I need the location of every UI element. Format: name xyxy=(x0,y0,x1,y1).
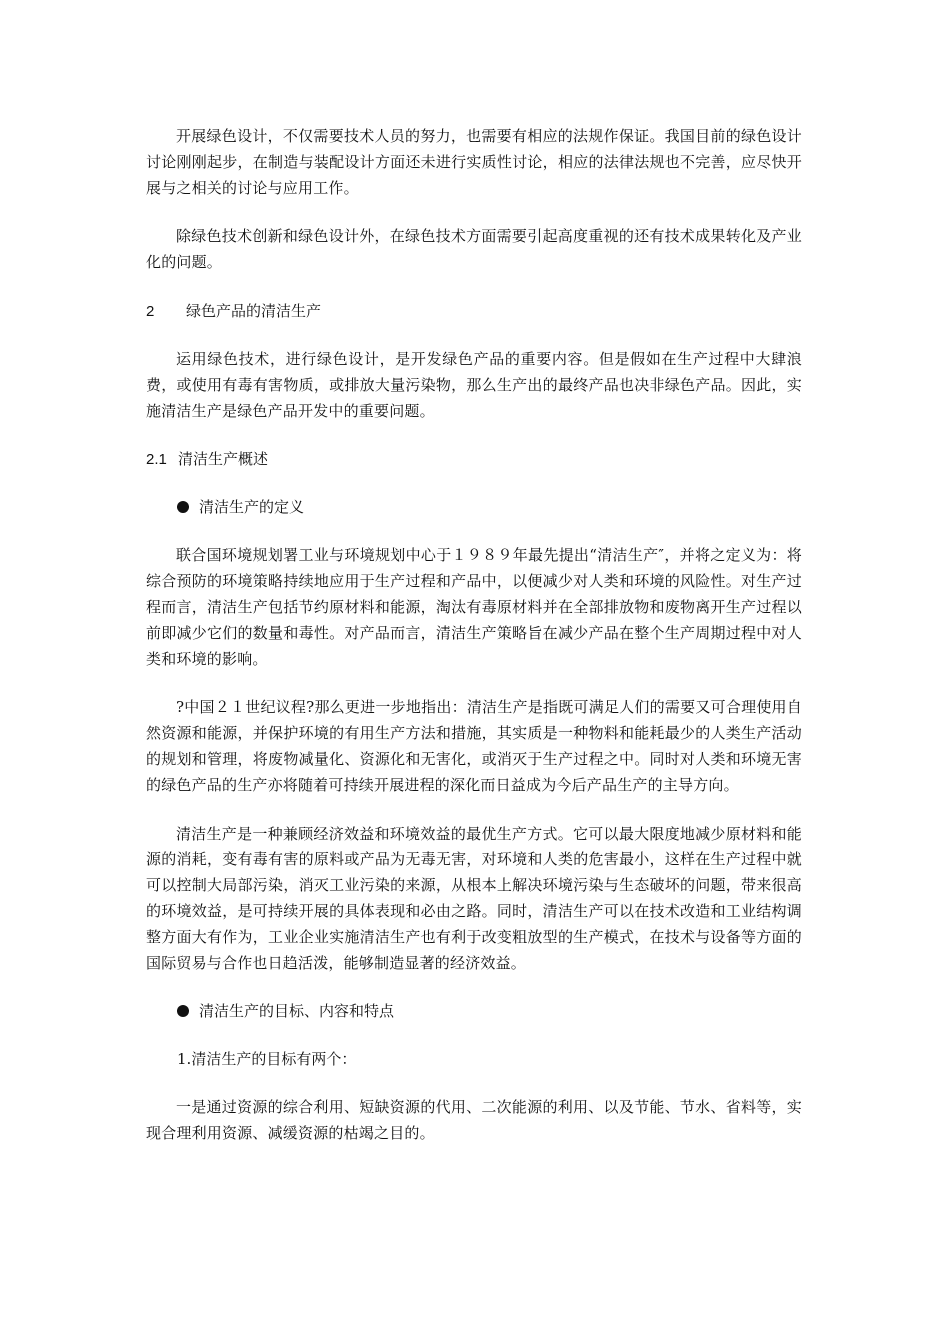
bullet-item xyxy=(177,999,802,1024)
paragraph: 开展绿色设计，不仅需要技术人员的努力，也需要有相应的法规作保证。我国目前的绿色设计讨论刚刚起步，在制造与装配设计方面还未进行实质性讨论，相应的法律法规也不完善，应尽快开展与之相关的讨论与应用工作。 xyxy=(146,127,802,197)
paragraph: 一是通过资源的综合利用、短缺资源的代用、二次能源的利用、以及节能、节水、省料等，实现合理利用资源、减缓资源的枯竭之目的。 xyxy=(146,1098,802,1143)
numbered-item xyxy=(177,1047,802,1072)
paragraph: 运用绿色技术，进行绿色设计，是开发绿色产品的重要内容。但是假如在生产过程中大肆浪费，或使用有毒有害物质，或排放大量污染物，那么生产出的最终产品也决非绿色产品。因此，实施清洁生产是绿色产品开发中的重要问题。 xyxy=(146,349,802,420)
subsection-heading xyxy=(146,447,802,472)
section-heading xyxy=(146,299,802,324)
section-number: 2 xyxy=(146,302,155,320)
section-title: 绿色产品的清洁生产 xyxy=(186,301,322,320)
paragraph: ?中国２１世纪议程?那么更进一步地指出：清洁生产是指既可满足人们的需要又可合理使用自然资源和能源，并保护环境的有用生产方法和措施，其实质是一种物料和能耗最少的人类生产活动的规划和管理，将废物减量化、资源化和无害化，或消灭于生产过程之中。同时对人类和环境无害的绿色产品的生产亦将随着可持续开展进程的深化而日益成为今后产品生产的主导方向。 xyxy=(146,698,802,794)
bullet-text: 清洁生产的定义 xyxy=(199,498,305,517)
item-text: 清洁生产的目标有两个： xyxy=(191,1050,357,1069)
paragraph: 清洁生产是一种兼顾经济效益和环境效益的最优生产方式。它可以最大限度地减少原材料和能源的消耗，变有毒有害的原料或产品为无毒无害，对环境和人类的危害最小，这样在生产过程中就可以控制大局部污染，消灭工业污染的来源，从根本上解决环境污染与生态破坏的问题，带来很高的环境效益，是可持续开展的具体表现和必由之路。同时，清洁生产可以在技术改造和工业结构调整方面大有作为，工业企业实施清洁生产也有利于改变粗放型的生产模式，在技术与设备等方面的国际贸易与合作也日趋活泼，能够制造显著的经济效益。 xyxy=(146,824,802,972)
subsection-title: 清洁生产概述 xyxy=(178,450,269,469)
document-body xyxy=(146,124,802,1170)
bullet-icon xyxy=(177,501,189,513)
bullet-text: 清洁生产的目标、内容和特点 xyxy=(199,1002,395,1021)
paragraph: 除绿色技术创新和绿色设计外，在绿色技术方面需要引起高度重视的还有技术成果转化及产业化的问题。 xyxy=(146,227,802,272)
item-number: 1. xyxy=(177,1050,192,1069)
bullet-icon xyxy=(177,1005,189,1017)
bullet-item xyxy=(177,495,802,520)
subsection-number: 2.1 xyxy=(146,451,167,469)
paragraph: 联合国环境规划署工业与环境规划中心于１９８９年最先提出“清洁生产″，并将之定义为：将综合预防的环境策略持续地应用于生产过程和产品中，以便减少对人类和环境的风险性。对生产过程而言，清洁生产包括节约原材料和能源，淘汰有毒原材料并在全部排放物和废物离开生产过程以前即减少它们的数量和毒性。对产品而言，清洁生产策略旨在减少产品在整个生产周期过程中对人类和环境的影响。 xyxy=(146,546,802,668)
